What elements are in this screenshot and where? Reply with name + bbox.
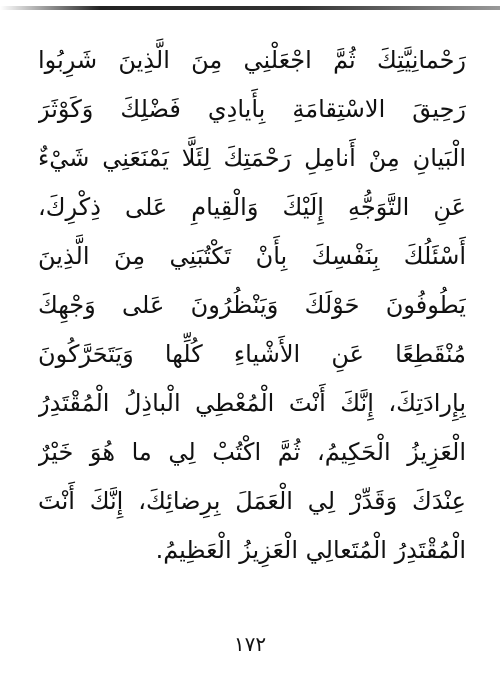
text-line-5: أَسْئَلُكَ بِنَفْسِكَ بِأَنْ تَكْتُبَنِي مِنَ الَّذِينَ — [38, 242, 466, 270]
text-line-7: مُنْقَطِعًا عَنِ الأَشْياءِ كُلِّها وَيَتَحَرَّكُونَ — [38, 340, 466, 368]
prayer-text — [38, 36, 466, 575]
top-rule — [0, 6, 500, 10]
text-line-1: رَحْمانِيَّتِكَ ثُمَّ اجْعَلْنِي مِنَ الَّذِينَ شَرِبُوا — [38, 46, 466, 74]
text-line-3: الْبَيانِ مِنْ أَنامِلِ رَحْمَتِكَ لِئَلَّا يَمْنَعَنِي شَيْءٌ — [38, 144, 466, 172]
text-line-10: عِنْدَكَ وَقَدِّرْ لِي الْعَمَلَ بِرِضائِكَ، إِنَّكَ أَنْتَ — [38, 487, 466, 515]
text-line-11: الْمُقْتَدِرُ الْمُتَعالِي الْعَزِيزُ الْعَظِيمُ. — [155, 536, 466, 564]
text-line-8: بِإِرادَتِكَ، إِنَّكَ أَنْتَ الْمُعْطِي الْباذِلُ الْمُقْتَدِرُ — [38, 389, 466, 417]
text-line-2: رَحِيقَ الاسْتِقامَةِ بِأَيادِي فَضْلِكَ وَكَوْثَرَ — [38, 95, 466, 123]
text-line-6: يَطُوفُونَ حَوْلَكَ وَيَنْظُرُونَ عَلى وَجْهِكَ — [38, 291, 466, 319]
page-number: ١٧٢ — [233, 632, 267, 656]
text-line-4: عَنِ التَّوَجُّهِ إِلَيْكَ وَالْقِيامِ عَلى ذِكْرِكَ، — [38, 193, 466, 221]
text-line-9: الْعَزِيزُ الْحَكِيمُ، ثُمَّ اكْتُبْ لِي ما هُوَ خَيْرٌ — [38, 438, 466, 466]
